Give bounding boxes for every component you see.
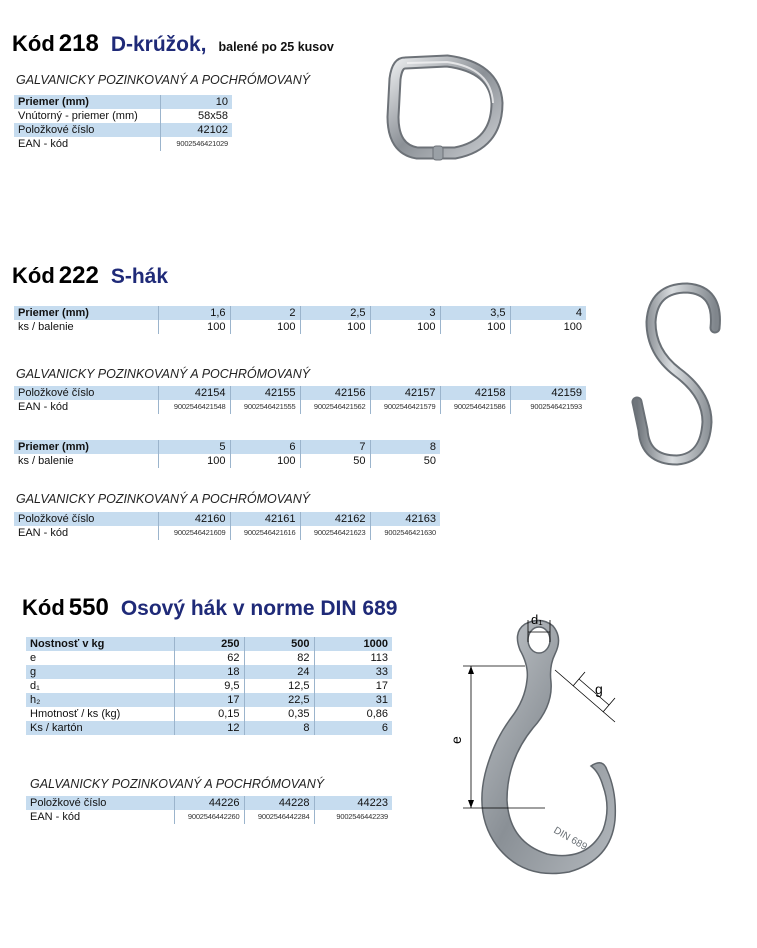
row-value: 58x58 (160, 109, 232, 123)
table-row (26, 651, 392, 665)
heading-222 (12, 262, 168, 290)
qty-value: 100 (510, 320, 586, 334)
spec-value: 6 (314, 721, 392, 735)
spec-value: 82 (244, 651, 314, 665)
kod-label: Kód (12, 263, 55, 288)
spec-value: 18 (174, 665, 244, 679)
heading-550 (22, 594, 397, 622)
ean-code: 9002546421548 (158, 400, 230, 414)
spec-value: 24 (244, 665, 314, 679)
table-row (14, 512, 440, 526)
row-label: EAN - kód (18, 401, 69, 413)
din-stamp: DIN 689 (551, 825, 589, 853)
ean-code: 9002546442260 (174, 810, 244, 824)
table-row (14, 526, 440, 540)
item-number: 42161 (230, 512, 300, 526)
row-label: Priemer (mm) (14, 95, 160, 109)
spec-value: 12,5 (244, 679, 314, 693)
finish-subhead-550: GALVANICKY POZINKOVANÝ A POCHRÓMOVANÝ (30, 777, 325, 791)
spec-value: 0,86 (314, 707, 392, 721)
dim-label-g: g (595, 681, 603, 697)
table-row (14, 454, 440, 468)
item-number: 42158 (440, 386, 510, 400)
diameter-value: 3,5 (440, 306, 510, 320)
dim-label-d1: d₁ (531, 612, 543, 627)
item-number: 44226 (174, 796, 244, 810)
row-label: e (30, 652, 37, 664)
spec-value: 0,35 (244, 707, 314, 721)
diameter-table-222b (14, 440, 440, 468)
row-label: Nostnosť v kg (26, 637, 174, 651)
finish-subhead-222a: GALVANICKY POZINKOVANÝ A POCHRÓMOVANÝ (16, 367, 311, 381)
item-number: 44228 (244, 796, 314, 810)
table-row (14, 95, 232, 109)
diameter-value: 3 (370, 306, 440, 320)
spec-table-218 (14, 95, 232, 151)
qty-value: 100 (300, 320, 370, 334)
row-label: Položkové číslo (14, 123, 160, 137)
item-table-550 (26, 796, 392, 824)
item-table-222a (14, 386, 586, 414)
table-row (14, 109, 232, 123)
spec-value: 33 (314, 665, 392, 679)
spec-value: 31 (314, 693, 392, 707)
ean-code: 9002546442239 (314, 810, 392, 824)
ean-code: 9002546442284 (244, 810, 314, 824)
row-label: ks / balenie (18, 321, 74, 333)
d-ring-image (375, 45, 505, 165)
spec-value: 62 (174, 651, 244, 665)
row-label: Priemer (mm) (14, 440, 158, 454)
ean-code: 9002546421555 (230, 400, 300, 414)
row-label: Položkové číslo (26, 796, 174, 810)
diameter-value: 5 (158, 440, 230, 454)
qty-value: 100 (440, 320, 510, 334)
row-label: Hmotnosť / ks (kg) (30, 708, 121, 720)
row-label: EAN - kód (30, 811, 81, 823)
qty-value: 100 (370, 320, 440, 334)
qty-value: 100 (158, 454, 230, 468)
row-label: Priemer (mm) (14, 306, 158, 320)
spec-table-550 (26, 637, 392, 735)
spec-value: 8 (244, 721, 314, 735)
item-number: 42154 (158, 386, 230, 400)
ean-code: 9002546421609 (158, 526, 230, 540)
diameter-value: 2,5 (300, 306, 370, 320)
table-row (26, 707, 392, 721)
row-value: 9002546421029 (160, 137, 232, 151)
item-number: 42163 (370, 512, 440, 526)
qty-value: 100 (230, 320, 300, 334)
row-label: ks / balenie (18, 455, 74, 467)
product-code: 222 (58, 262, 99, 289)
ean-code: 9002546421562 (300, 400, 370, 414)
table-row (26, 665, 392, 679)
product-title: D-krúžok, (110, 33, 207, 56)
table-row (14, 400, 586, 414)
spec-value: 17 (314, 679, 392, 693)
row-label: Položkové číslo (14, 512, 158, 526)
item-number: 42156 (300, 386, 370, 400)
product-code: 550 (68, 594, 109, 621)
qty-value: 100 (230, 454, 300, 468)
row-value: 10 (160, 95, 232, 109)
table-row (14, 137, 232, 151)
table-row (14, 386, 586, 400)
table-row (26, 796, 392, 810)
table-row (26, 721, 392, 735)
item-number: 42159 (510, 386, 586, 400)
dim-label-e: e (448, 736, 464, 744)
ean-code: 9002546421593 (510, 400, 586, 414)
qty-value: 50 (370, 454, 440, 468)
diameter-value: 7 (300, 440, 370, 454)
table-row (26, 679, 392, 693)
capacity-value: 1000 (314, 637, 392, 651)
qty-value: 50 (300, 454, 370, 468)
diameter-value: 1,6 (158, 306, 230, 320)
capacity-value: 250 (174, 637, 244, 651)
heading-218 (12, 30, 334, 58)
item-table-222b (14, 512, 440, 540)
row-label: Položkové číslo (14, 386, 158, 400)
packaging-note: balené po 25 kusov (218, 40, 334, 54)
table-row (14, 440, 440, 454)
row-label: h₂ (26, 693, 174, 707)
diameter-value: 4 (510, 306, 586, 320)
ean-code: 9002546421586 (440, 400, 510, 414)
diameter-value: 2 (230, 306, 300, 320)
ean-code: 9002546421630 (370, 526, 440, 540)
item-number: 44223 (314, 796, 392, 810)
product-title: S-hák (110, 265, 168, 288)
ean-code: 9002546421623 (300, 526, 370, 540)
spec-value: 12 (174, 721, 244, 735)
table-row (14, 123, 232, 137)
product-code: 218 (58, 30, 99, 57)
capacity-value: 500 (244, 637, 314, 651)
ean-code: 9002546421579 (370, 400, 440, 414)
s-hook-image (615, 280, 735, 480)
diameter-table-222a (14, 306, 586, 334)
product-title: Osový hák v norme DIN 689 (120, 597, 398, 620)
table-row (14, 306, 586, 320)
item-number: 42162 (300, 512, 370, 526)
spec-value: 113 (314, 651, 392, 665)
item-number: 42160 (158, 512, 230, 526)
table-row (26, 693, 392, 707)
finish-subhead-218: GALVANICKY POZINKOVANÝ A POCHRÓMOVANÝ (16, 73, 311, 87)
table-row (14, 320, 586, 334)
ean-code: 9002546421616 (230, 526, 300, 540)
row-value: 42102 (160, 123, 232, 137)
qty-value: 100 (158, 320, 230, 334)
diameter-value: 6 (230, 440, 300, 454)
diameter-value: 8 (370, 440, 440, 454)
spec-value: 9,5 (174, 679, 244, 693)
kod-label: Kód (12, 31, 55, 56)
spec-value: 17 (174, 693, 244, 707)
table-row (26, 637, 392, 651)
spec-value: 22,5 (244, 693, 314, 707)
row-label: g (26, 665, 174, 679)
row-label: EAN - kód (18, 138, 69, 150)
table-row (26, 810, 392, 824)
kod-label: Kód (22, 595, 65, 620)
row-label: Vnútorný - priemer (mm) (18, 110, 138, 122)
item-number: 42157 (370, 386, 440, 400)
spec-value: 0,15 (174, 707, 244, 721)
finish-subhead-222b: GALVANICKY POZINKOVANÝ A POCHRÓMOVANÝ (16, 492, 311, 506)
eye-hook-diagram (445, 610, 645, 880)
row-label: d₁ (30, 680, 40, 692)
row-label: Ks / kartón (26, 721, 174, 735)
item-number: 42155 (230, 386, 300, 400)
row-label: EAN - kód (18, 527, 69, 539)
